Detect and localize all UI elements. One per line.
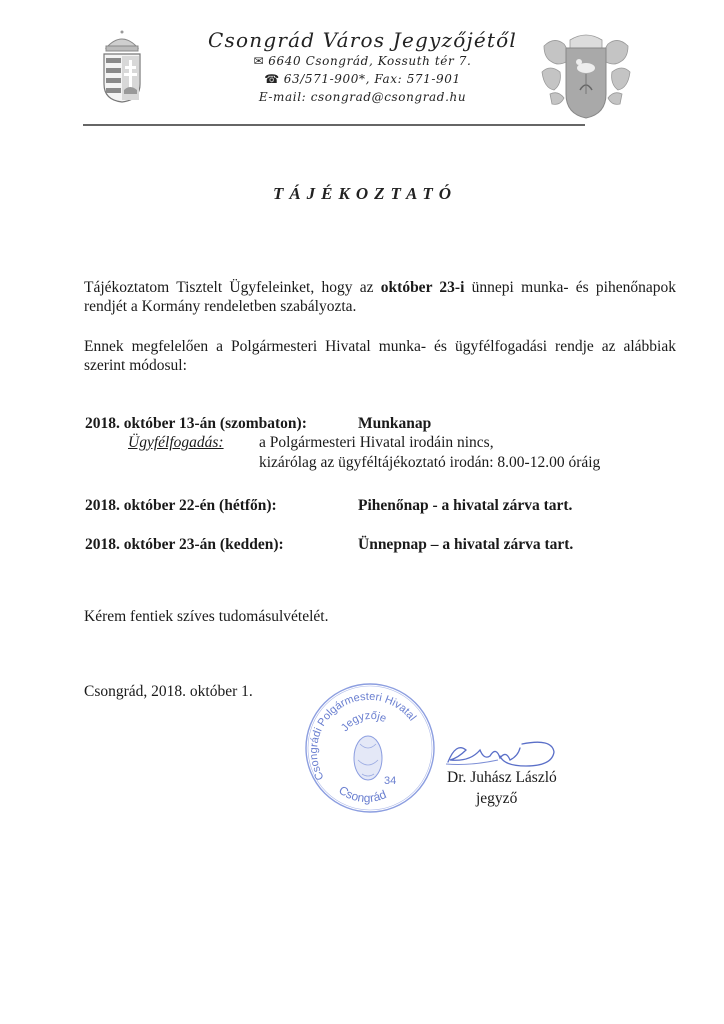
stamp-ring-text: Csongrádi Polgármesteri Hivatal — [307, 690, 419, 783]
envelope-icon: ✉ — [253, 54, 265, 68]
official-stamp — [302, 680, 438, 816]
schedule-date-2: 2018. október 22-én (hétfőn): — [85, 497, 277, 514]
hungarian-coat-of-arms-icon — [98, 28, 146, 104]
document-heading: TÁJÉKOZTATÓ — [272, 184, 458, 203]
letterhead-title: Csongrád Város Jegyzőjétől — [208, 28, 517, 52]
schedule-date-1: 2018. október 13-án (szombaton): — [85, 415, 307, 432]
schedule-status-1: Munkanap — [358, 415, 432, 432]
letterhead-divider — [83, 124, 585, 126]
stamp-bottom-text: Csongrád — [336, 782, 389, 806]
stamp-emblem-icon — [354, 736, 382, 780]
schedule-status-2: Pihenőnap - a hivatal zárva tart. — [358, 497, 573, 514]
schedule-date-3: 2018. október 23-án (kedden): — [85, 536, 284, 553]
reception-label: Ügyfélfogadás: — [128, 434, 224, 451]
stamp-inner-text: Jegyzője — [338, 709, 389, 734]
reception-line-2: kizárólag az ügyféltájékoztató irodán: 8.00-12.00 óráig — [259, 454, 601, 471]
closing-text: Kérem fentiek szíves tudomásulvételét. — [84, 608, 329, 625]
signer-name: Dr. Juhász László — [447, 769, 557, 786]
address-text: 6640 Csongrád, Kossuth tér 7. — [268, 54, 472, 68]
intro-date-bold: október 23-i — [380, 279, 465, 296]
signer-title: jegyző — [476, 790, 518, 807]
intro-text-start: Tájékoztatom Tisztelt Ügyfeleinket, hogy az — [84, 279, 381, 296]
letterhead-email: E-mail: csongrad@csongrad.hu — [258, 90, 467, 104]
telephone-icon: ☎ — [264, 72, 280, 86]
schedule-status-3: Ünnepnap – a hivatal zárva tart. — [358, 536, 574, 553]
intro-paragraph — [84, 278, 676, 316]
intro-text-end: ünnepi munka- és pihenőnapok rendjét a Kormány rendeletben szabályozta. — [84, 279, 676, 315]
place-date: Csongrád, 2018. október 1. — [84, 683, 253, 700]
schedule-intro-paragraph: Ennek megfelelően a Polgármesteri Hivatal munka- és ügyfélfogadási rendje az alábbiak szerint módosul: — [84, 338, 676, 374]
city-coat-of-arms-icon — [540, 32, 632, 122]
letterhead-address — [200, 54, 525, 68]
reception-line-1: a Polgármesteri Hivatal irodáin nincs, — [259, 434, 494, 451]
handwritten-signature — [440, 736, 560, 770]
phone-text: 63/571-900*, Fax: 571-901 — [283, 72, 461, 86]
letterhead-phone — [200, 72, 525, 86]
stamp-number: 34 — [384, 775, 397, 787]
